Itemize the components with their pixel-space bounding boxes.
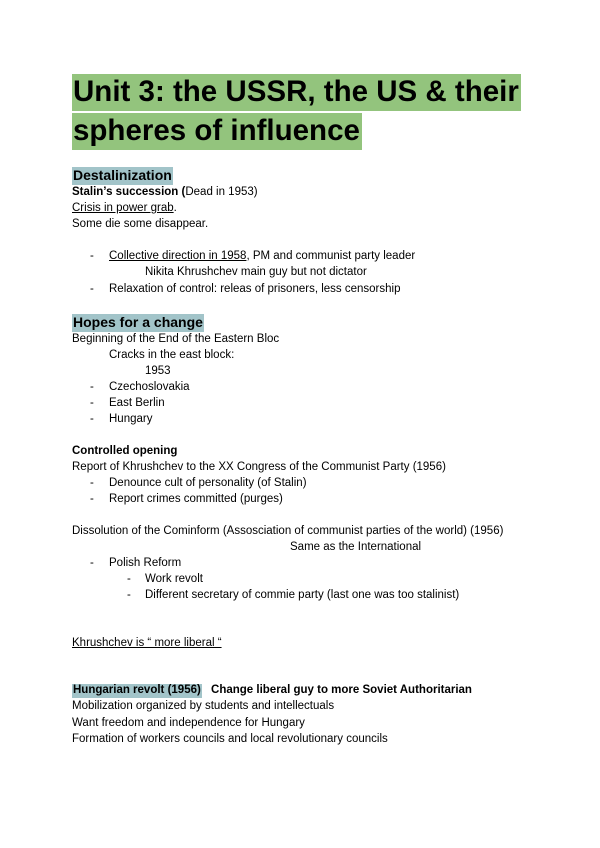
hungarian-line: Want freedom and independence for Hungary <box>72 717 305 729</box>
khrushchev-liberal-line: Khrushchev is “ more liberal “ <box>72 637 222 649</box>
list-item: Czechoslovakia <box>109 381 190 393</box>
crisis-text: Crisis in power grab <box>72 202 174 214</box>
stalin-succession-line <box>72 185 258 200</box>
destalinization-heading <box>72 166 173 184</box>
polish-reform-line: Polish Reform <box>109 557 182 569</box>
bullet-dash: - <box>90 381 94 393</box>
relaxation-line: Relaxation of control: releas of prisoners, less censorship <box>109 283 401 295</box>
year-line: 1953 <box>145 365 171 377</box>
same-as-line: Same as the International <box>290 541 422 553</box>
report-line: Report of Khrushchev to the XX Congress of the Communist Party (1956) <box>72 461 446 473</box>
title-line-1: Unit 3: the USSR, the US & their <box>72 74 521 111</box>
bullet-dash: - <box>90 477 94 489</box>
collective-direction-rest: , PM and communist party leader <box>246 250 416 262</box>
succession-rest: Dead in 1953) <box>185 186 258 198</box>
title-line-2: spheres of influence <box>72 113 362 150</box>
list-item: Work revolt <box>145 573 203 585</box>
bullet-dash: - <box>90 413 94 425</box>
bullet-dash: - <box>90 557 94 569</box>
hungarian-heading <box>72 683 472 698</box>
hopes-heading-text: Hopes for a change <box>73 314 203 330</box>
collective-direction-line <box>109 249 415 264</box>
some-die-line: Some die some disappear. <box>72 218 209 230</box>
bullet-dash: - <box>90 397 94 409</box>
list-item: Denounce cult of personality (of Stalin) <box>109 477 307 489</box>
controlled-opening-heading: Controlled opening <box>72 445 178 457</box>
hungarian-line: Formation of workers councils and local revolutionary councils <box>72 733 388 745</box>
khrushchev-note: Nikita Khrushchev main guy but not dictator <box>145 266 367 278</box>
cracks-line: Cracks in the east block: <box>109 349 235 361</box>
hopes-heading <box>72 313 204 331</box>
dissolution-line: Dissolution of the Cominform (Assosciation of communist parties of the world) (1956) <box>72 525 504 537</box>
destalinization-heading-text: Destalinization <box>73 167 172 183</box>
collective-direction-underlined: Collective direction in 1958 <box>109 250 247 262</box>
hungarian-heading-rest: Change liberal guy to more Soviet Authoritarian <box>211 684 472 696</box>
bullet-dash: - <box>90 493 94 505</box>
bullet-dash: - <box>90 250 94 262</box>
hungarian-heading-text: Hungarian revolt (1956) <box>73 684 201 696</box>
hungarian-line: Mobilization organized by students and intellectuals <box>72 700 335 712</box>
bullet-dash: - <box>90 283 94 295</box>
succession-bold: Stalin’s succession ( <box>72 186 186 198</box>
list-item: East Berlin <box>109 397 165 409</box>
list-item: Hungary <box>109 413 153 425</box>
crisis-line <box>72 201 177 216</box>
bullet-dash: - <box>127 589 131 601</box>
list-item: Report crimes committed (purges) <box>109 493 283 505</box>
bullet-dash: - <box>127 573 131 585</box>
beginning-line: Beginning of the End of the Eastern Bloc <box>72 333 280 345</box>
crisis-end: . <box>173 202 177 214</box>
list-item: Different secretary of commie party (last one was too stalinist) <box>145 589 460 601</box>
page-title <box>72 72 521 150</box>
